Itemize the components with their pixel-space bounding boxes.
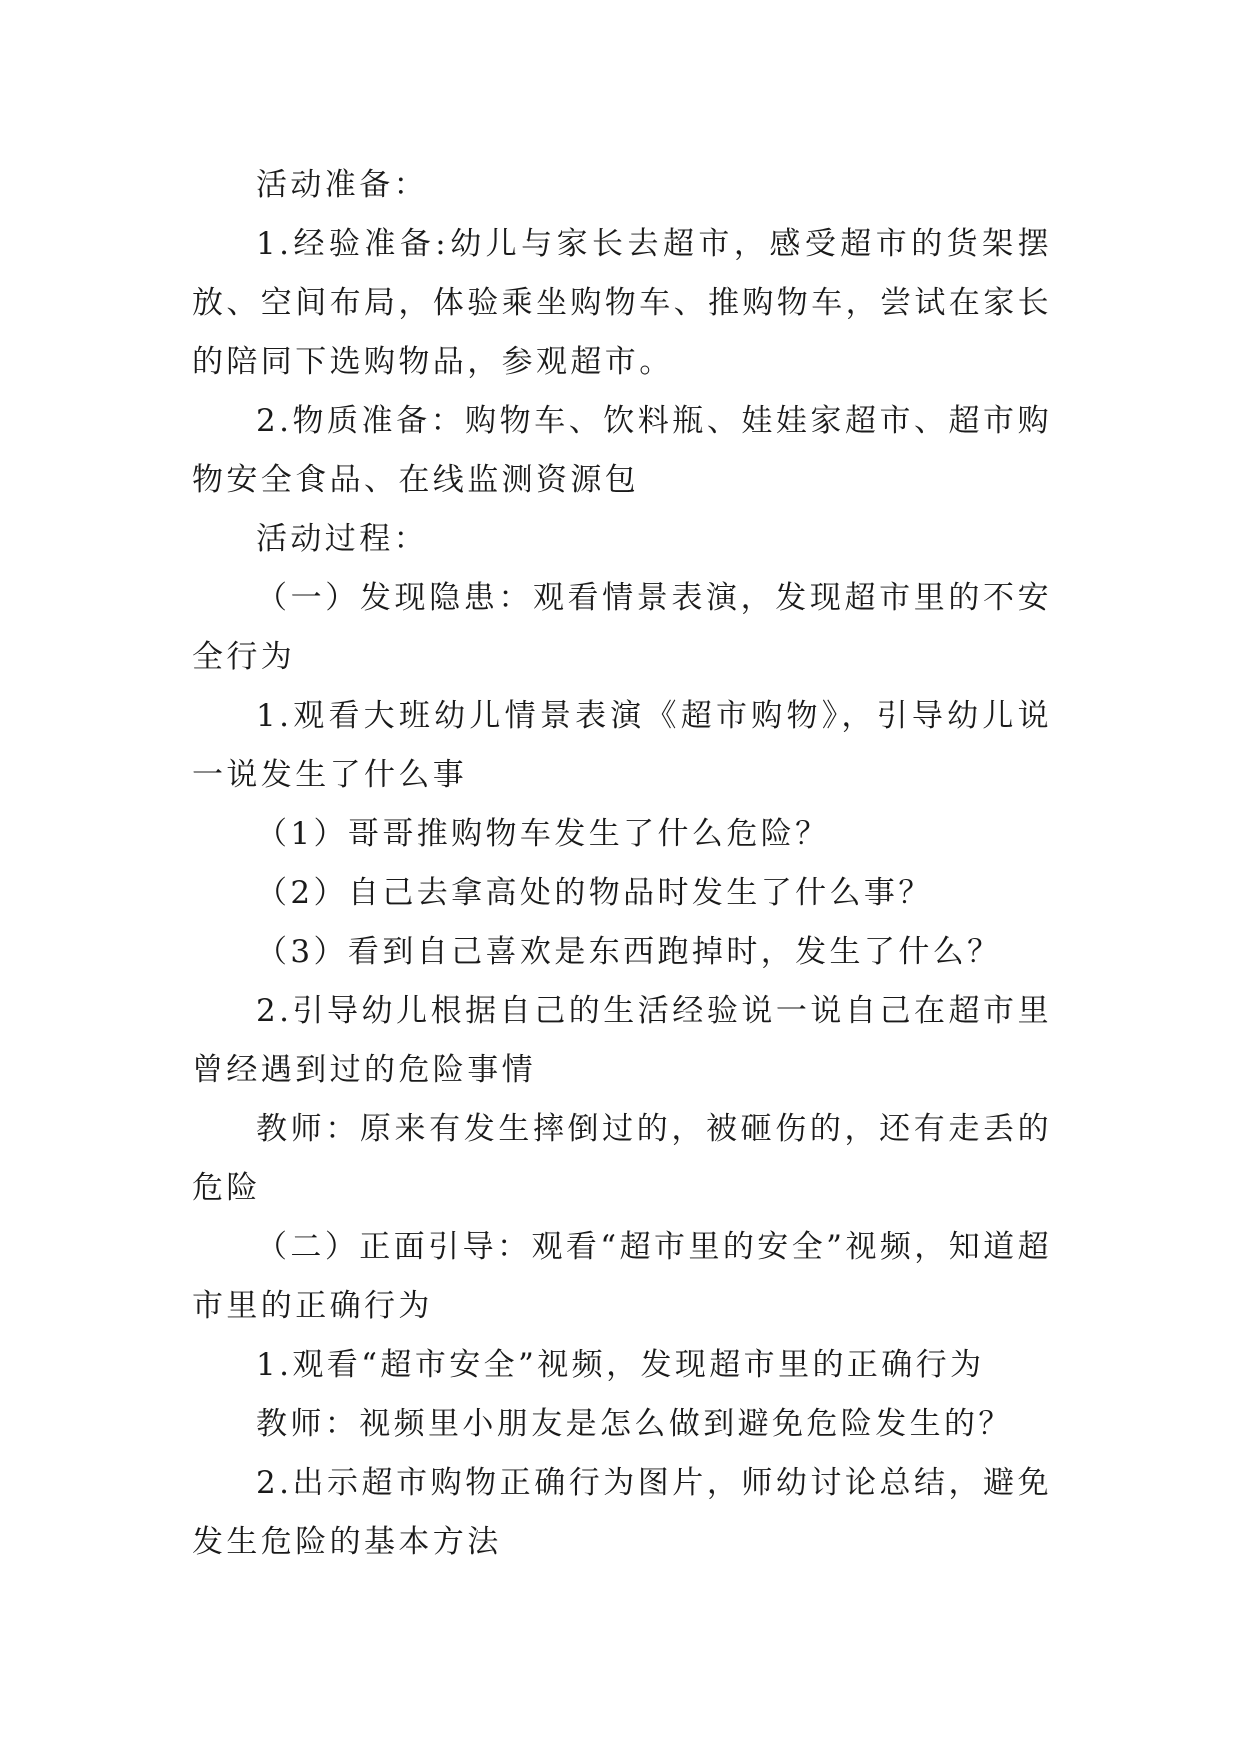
section-heading-process: 活动过程： [256,521,428,557]
question-item-1: （1）哥哥推购物车发生了什么危险？ [256,816,830,852]
question-item-3: （3）看到自己喜欢是东西跑掉时，发生了什么？ [256,934,1002,970]
subheading-discover-hazards: （一）发现隐患：观看情景表演，发现超市里的不安全行为 [192,580,1052,675]
paragraph-experience-preparation: 1.经验准备:幼儿与家长去超市，感受超市的货架摆放、空间布局，体验乘坐购物车、推购物车，尝试在家长的陪同下选购物品，参观超市。 [192,226,1052,380]
paragraph-teacher-question: 教师：视频里小朋友是怎么做到避免危险发生的？ [256,1406,1013,1442]
paragraph-watch-video: 1.观看“超市安全”视频，发现超市里的正确行为 [256,1347,985,1383]
question-item-2: （2）自己去拿高处的物品时发生了什么事？ [256,875,933,911]
paragraph-teacher-summary: 教师：原来有发生摔倒过的，被砸伤的，还有走丢的危险 [192,1111,1052,1206]
subheading-positive-guidance: （二）正面引导：观看“超市里的安全”视频，知道超市里的正确行为 [192,1229,1052,1324]
paragraph-share-experience: 2.引导幼儿根据自己的生活经验说一说自己在超市里曾经遇到过的危险事情 [192,993,1052,1088]
paragraph-show-pictures: 2.出示超市购物正确行为图片，师幼讨论总结，避免发生危险的基本方法 [192,1465,1052,1560]
section-heading-preparation: 活动准备： [256,167,428,203]
document-body [192,156,1052,1572]
paragraph-material-preparation: 2.物质准备：购物车、饮料瓶、娃娃家超市、超市购物安全食品、在线监测资源包 [192,403,1052,498]
paragraph-watch-performance: 1.观看大班幼儿情景表演《超市购物》，引导幼儿说一说发生了什么事 [192,698,1052,793]
